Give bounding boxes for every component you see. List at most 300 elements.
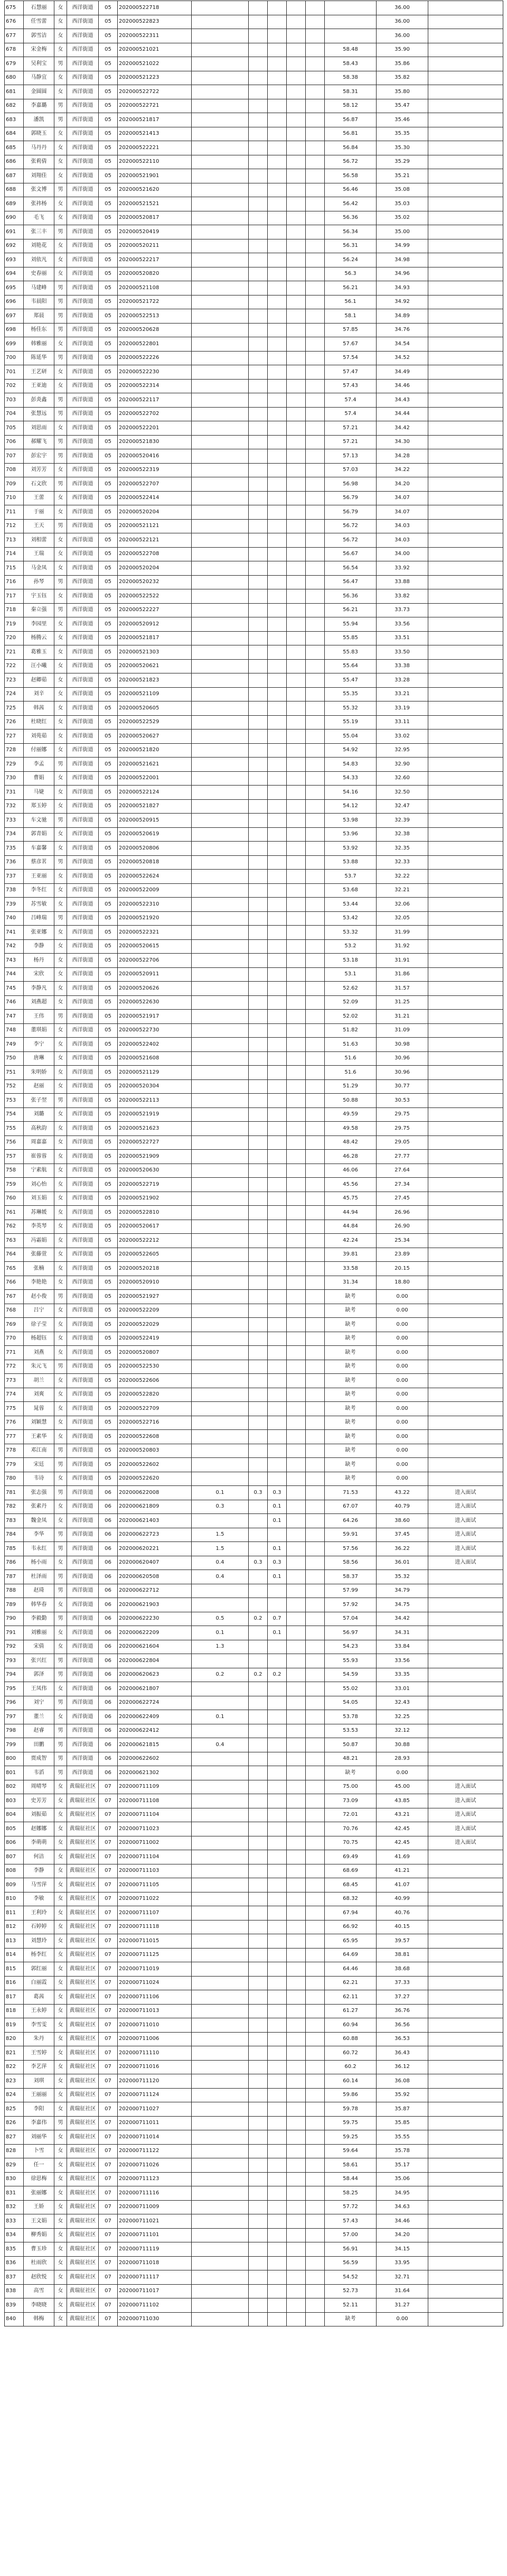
exam-id-cell: [192, 1262, 249, 1276]
s1-cell: [249, 1094, 268, 1108]
exam-id-cell: [192, 197, 249, 211]
name-cell: 王蕾: [24, 491, 54, 505]
code-cell: 05: [99, 1262, 118, 1276]
rank-score-cell: 0.00: [377, 1360, 428, 1374]
name-cell: 葛雅玉: [24, 645, 54, 660]
no-cell: 750: [5, 1051, 24, 1066]
s2-cell: [268, 1850, 287, 1864]
name-cell: 付丽娜: [24, 743, 54, 758]
s3-cell: [287, 603, 306, 617]
s3-cell: [287, 1948, 306, 1962]
s4-cell: [306, 687, 325, 701]
sex-cell: 女: [54, 155, 67, 169]
rank-score-cell: 30.53: [377, 1094, 428, 1108]
s2-cell: [268, 1178, 287, 1192]
rank-score-cell: 34.00: [377, 547, 428, 561]
seq-cell: 202000622712: [118, 1584, 192, 1598]
s4-cell: [306, 2088, 325, 2102]
note-cell: [428, 71, 503, 85]
no-cell: 789: [5, 1598, 24, 1612]
s3-cell: [287, 1794, 306, 1808]
sex-cell: 女: [54, 2088, 67, 2102]
note-cell: [428, 2046, 503, 2061]
s2-cell: [268, 1976, 287, 1990]
code-cell: 07: [99, 2312, 118, 2326]
name-cell: 车文驰: [24, 814, 54, 828]
unit-cell: 黄瑞征社区: [67, 1920, 99, 1934]
unit-cell: 黄瑞征社区: [67, 2018, 99, 2033]
unit-cell: 西洋街道: [67, 589, 99, 604]
table-row: [5, 1920, 503, 1934]
name-cell: 宋倩: [24, 1640, 54, 1654]
s2-cell: [268, 1122, 287, 1136]
s2-cell: [268, 1051, 287, 1066]
total-cell: [325, 29, 377, 43]
s3-cell: [287, 267, 306, 281]
table-row: [5, 127, 503, 141]
s2-cell: [268, 1444, 287, 1458]
rank-score-cell: 40.76: [377, 1906, 428, 1921]
seq-cell: 202000520628: [118, 323, 192, 337]
no-cell: 680: [5, 71, 24, 85]
table-row: [5, 57, 503, 71]
rank-score-cell: 35.35: [377, 127, 428, 141]
s3-cell: [287, 1626, 306, 1640]
table-row: [5, 1038, 503, 1052]
s4-cell: [306, 898, 325, 912]
no-cell: 781: [5, 1486, 24, 1500]
exam-id-cell: [192, 855, 249, 870]
total-cell: 51.29: [325, 1079, 377, 1094]
name-cell: 宋欣: [24, 967, 54, 982]
table-row: [5, 1318, 503, 1332]
seq-cell: 202000522402: [118, 1038, 192, 1052]
total-cell: 55.64: [325, 659, 377, 673]
s4-cell: [306, 2158, 325, 2173]
seq-cell: 202000711023: [118, 1822, 192, 1836]
s3-cell: [287, 2032, 306, 2046]
sex-cell: 女: [54, 1514, 67, 1528]
sex-cell: 男: [54, 323, 67, 337]
rank-score-cell: 34.93: [377, 281, 428, 296]
sex-cell: 女: [54, 1556, 67, 1570]
total-cell: 53.78: [325, 1710, 377, 1724]
rank-score-cell: 34.98: [377, 253, 428, 267]
name-cell: 刘依凡: [24, 253, 54, 267]
s4-cell: [306, 225, 325, 239]
table-row: [5, 2116, 503, 2130]
rank-score-cell: 30.88: [377, 1738, 428, 1752]
s4-cell: [306, 1822, 325, 1836]
s1-cell: [249, 2158, 268, 2173]
s4-cell: [306, 1206, 325, 1220]
s1-cell: [249, 2032, 268, 2046]
no-cell: 776: [5, 1416, 24, 1430]
code-cell: 05: [99, 701, 118, 716]
total-cell: 58.37: [325, 1570, 377, 1584]
s3-cell: [287, 1248, 306, 1262]
code-cell: 06: [99, 1486, 118, 1500]
s1-cell: [249, 2144, 268, 2158]
sex-cell: 女: [54, 2228, 67, 2242]
code-cell: 05: [99, 1178, 118, 1192]
exam-id-cell: [192, 1094, 249, 1108]
name-cell: 马丹丹: [24, 141, 54, 155]
s1-cell: [249, 799, 268, 814]
no-cell: 753: [5, 1094, 24, 1108]
no-cell: 748: [5, 1023, 24, 1038]
exam-id-cell: [192, 2004, 249, 2018]
table-row: [5, 827, 503, 842]
exam-id-cell: 1.5: [192, 1528, 249, 1542]
no-cell: 801: [5, 1766, 24, 1780]
total-cell: 缺考: [325, 1458, 377, 1472]
note-cell: [428, 1752, 503, 1766]
table-row: [5, 1107, 503, 1122]
note-cell: [428, 799, 503, 814]
s3-cell: [287, 898, 306, 912]
s1-cell: [249, 1178, 268, 1192]
rank-score-cell: 25.34: [377, 1234, 428, 1248]
s1-cell: [249, 43, 268, 57]
note-cell: [428, 575, 503, 589]
note-cell: [428, 911, 503, 926]
seq-cell: 202000711015: [118, 1934, 192, 1949]
s4-cell: [306, 1388, 325, 1402]
sex-cell: 女: [54, 2242, 67, 2257]
name-cell: 张三丰: [24, 225, 54, 239]
sex-cell: 女: [54, 1150, 67, 1164]
note-cell: [428, 1023, 503, 1038]
sex-cell: 女: [54, 2312, 67, 2326]
sex-cell: 男: [54, 407, 67, 421]
sex-cell: 男: [54, 1766, 67, 1780]
note-cell: [428, 603, 503, 617]
code-cell: 05: [99, 197, 118, 211]
s4-cell: [306, 1850, 325, 1864]
sex-cell: 女: [54, 71, 67, 85]
s4-cell: [306, 1290, 325, 1304]
sex-cell: 女: [54, 1878, 67, 1892]
name-cell: 郭青娟: [24, 827, 54, 842]
unit-cell: 西洋街道: [67, 477, 99, 492]
seq-cell: 202000522419: [118, 1332, 192, 1346]
s3-cell: [287, 939, 306, 954]
unit-cell: 西洋街道: [67, 883, 99, 898]
s1-cell: [249, 575, 268, 589]
s1-cell: [249, 758, 268, 772]
sex-cell: 女: [54, 421, 67, 436]
total-cell: 44.94: [325, 1206, 377, 1220]
total-cell: 53.92: [325, 842, 377, 856]
seq-cell: 202000520817: [118, 211, 192, 225]
rank-score-cell: 0.00: [377, 1472, 428, 1486]
s2-cell: [268, 1234, 287, 1248]
note-cell: [428, 169, 503, 183]
exam-id-cell: [192, 659, 249, 673]
no-cell: 830: [5, 2172, 24, 2186]
seq-cell: 202000522727: [118, 1135, 192, 1150]
s3-cell: [287, 1724, 306, 1738]
unit-cell: 黄瑞征社区: [67, 2312, 99, 2326]
note-cell: [428, 1976, 503, 1990]
note-cell: 进入面试: [428, 1542, 503, 1556]
name-cell: 潘凯: [24, 113, 54, 127]
no-cell: 794: [5, 1668, 24, 1682]
code-cell: 07: [99, 2004, 118, 2018]
note-cell: [428, 1584, 503, 1598]
unit-cell: 西洋街道: [67, 1206, 99, 1220]
table-row: [5, 2200, 503, 2214]
unit-cell: 黄瑞征社区: [67, 2032, 99, 2046]
rank-score-cell: 30.77: [377, 1079, 428, 1094]
note-cell: [428, 1878, 503, 1892]
rank-score-cell: 0.00: [377, 1290, 428, 1304]
unit-cell: 西洋街道: [67, 1668, 99, 1682]
total-cell: 56.97: [325, 1626, 377, 1640]
exam-id-cell: [192, 926, 249, 940]
code-cell: 05: [99, 771, 118, 786]
sex-cell: 女: [54, 743, 67, 758]
s4-cell: [306, 1107, 325, 1122]
total-cell: 57.21: [325, 421, 377, 436]
seq-cell: 202000521817: [118, 113, 192, 127]
s4-cell: [306, 1808, 325, 1822]
sex-cell: 女: [54, 533, 67, 548]
sex-cell: 女: [54, 673, 67, 688]
name-cell: 朱明娇: [24, 1066, 54, 1080]
total-cell: 56.72: [325, 155, 377, 169]
note-cell: [428, 43, 503, 57]
no-cell: 715: [5, 561, 24, 576]
s1-cell: 0.2: [249, 1612, 268, 1626]
seq-cell: 202000711106: [118, 1990, 192, 2005]
s4-cell: [306, 57, 325, 71]
code-cell: 05: [99, 337, 118, 352]
note-cell: [428, 827, 503, 842]
table-row: [5, 575, 503, 589]
total-cell: 55.94: [325, 617, 377, 632]
table-row: [5, 561, 503, 576]
code-cell: 05: [99, 547, 118, 561]
s2-cell: [268, 673, 287, 688]
table-row: [5, 1430, 503, 1444]
s2-cell: [268, 2214, 287, 2229]
code-cell: 05: [99, 1122, 118, 1136]
code-cell: 05: [99, 758, 118, 772]
s4-cell: [306, 2270, 325, 2285]
sex-cell: 男: [54, 814, 67, 828]
s2-cell: [268, 2242, 287, 2257]
s3-cell: [287, 99, 306, 113]
seq-cell: 202000520617: [118, 1220, 192, 1234]
total-cell: 51.6: [325, 1066, 377, 1080]
note-cell: [428, 967, 503, 982]
no-cell: 679: [5, 57, 24, 71]
note-cell: [428, 407, 503, 421]
rank-score-cell: 35.87: [377, 2102, 428, 2117]
s2-cell: [268, 2074, 287, 2089]
exam-id-cell: [192, 127, 249, 141]
seq-cell: 202000711018: [118, 2256, 192, 2270]
rank-score-cell: 33.56: [377, 617, 428, 632]
s1-cell: [249, 1206, 268, 1220]
sex-cell: 女: [54, 1023, 67, 1038]
table-row: [5, 421, 503, 436]
s2-cell: [268, 2046, 287, 2061]
s1-cell: [249, 2172, 268, 2186]
code-cell: 06: [99, 1752, 118, 1766]
rank-score-cell: 0.00: [377, 1430, 428, 1444]
code-cell: 05: [99, 842, 118, 856]
sex-cell: 女: [54, 491, 67, 505]
seq-cell: 202000522719: [118, 1178, 192, 1192]
s3-cell: [287, 1318, 306, 1332]
unit-cell: 西洋街道: [67, 1038, 99, 1052]
code-cell: 05: [99, 1346, 118, 1360]
seq-cell: 202000520803: [118, 1444, 192, 1458]
s4-cell: [306, 1878, 325, 1892]
name-cell: 周嘉嘉: [24, 1135, 54, 1150]
no-cell: 724: [5, 687, 24, 701]
no-cell: 678: [5, 43, 24, 57]
s2-cell: [268, 2004, 287, 2018]
seq-cell: 202000521108: [118, 281, 192, 296]
exam-id-cell: [192, 99, 249, 113]
s4-cell: [306, 2228, 325, 2242]
no-cell: 718: [5, 603, 24, 617]
name-cell: 赵丽: [24, 1079, 54, 1094]
s4-cell: [306, 2004, 325, 2018]
note-cell: [428, 673, 503, 688]
s3-cell: [287, 1542, 306, 1556]
unit-cell: 西洋街道: [67, 939, 99, 954]
s1-cell: [249, 786, 268, 800]
s3-cell: [287, 1332, 306, 1346]
unit-cell: 西洋街道: [67, 1640, 99, 1654]
code-cell: 05: [99, 267, 118, 281]
code-cell: 05: [99, 799, 118, 814]
no-cell: 751: [5, 1066, 24, 1080]
s2-cell: [268, 967, 287, 982]
seq-cell: 202000522722: [118, 85, 192, 99]
seq-cell: 202000522730: [118, 1023, 192, 1038]
seq-cell: 202000522230: [118, 365, 192, 380]
rank-score-cell: 0.00: [377, 1444, 428, 1458]
rank-score-cell: 36.56: [377, 2018, 428, 2033]
s1-cell: [249, 351, 268, 365]
code-cell: 05: [99, 743, 118, 758]
total-cell: 56.21: [325, 281, 377, 296]
note-cell: [428, 1724, 503, 1738]
unit-cell: 黄瑞征社区: [67, 2228, 99, 2242]
table-row: [5, 2088, 503, 2102]
name-cell: 刘思雨: [24, 421, 54, 436]
s1-cell: [249, 1346, 268, 1360]
s1-cell: [249, 1822, 268, 1836]
s2-cell: [268, 15, 287, 29]
s1-cell: [249, 1682, 268, 1696]
table-row: [5, 673, 503, 688]
total-cell: 56.98: [325, 477, 377, 492]
exam-id-cell: [192, 1934, 249, 1949]
seq-cell: 202000621809: [118, 1500, 192, 1514]
no-cell: 828: [5, 2144, 24, 2158]
name-cell: 马雪萍: [24, 1878, 54, 1892]
s4-cell: [306, 1948, 325, 1962]
s4-cell: [306, 1584, 325, 1598]
total-cell: 缺考: [325, 1304, 377, 1318]
name-cell: 卜雪: [24, 2144, 54, 2158]
s2-cell: [268, 477, 287, 492]
sex-cell: 男: [54, 351, 67, 365]
name-cell: 赵卿茹: [24, 673, 54, 688]
unit-cell: 西洋街道: [67, 1220, 99, 1234]
rank-score-cell: 32.22: [377, 870, 428, 884]
note-cell: 进入面试: [428, 1794, 503, 1808]
rank-score-cell: 39.57: [377, 1934, 428, 1949]
table-row: [5, 1079, 503, 1094]
s1-cell: [249, 309, 268, 324]
note-cell: [428, 1850, 503, 1864]
s4-cell: [306, 589, 325, 604]
rank-score-cell: 34.75: [377, 1598, 428, 1612]
table-row: [5, 1135, 503, 1150]
s2-cell: 0.7: [268, 1612, 287, 1626]
sex-cell: 女: [54, 1135, 67, 1150]
table-row: [5, 1486, 503, 1500]
total-cell: 59.64: [325, 2144, 377, 2158]
table-row: [5, 603, 503, 617]
name-cell: 王伟: [24, 1010, 54, 1024]
no-cell: 838: [5, 2284, 24, 2298]
total-cell: 70.76: [325, 1822, 377, 1836]
table-row: [5, 687, 503, 701]
code-cell: 07: [99, 1934, 118, 1949]
total-cell: 53.1: [325, 967, 377, 982]
no-cell: 812: [5, 1920, 24, 1934]
total-cell: 42.24: [325, 1234, 377, 1248]
s3-cell: [287, 113, 306, 127]
code-cell: 05: [99, 1079, 118, 1094]
note-cell: [428, 1038, 503, 1052]
code-cell: 06: [99, 1724, 118, 1738]
s3-cell: [287, 715, 306, 730]
total-cell: 58.12: [325, 99, 377, 113]
unit-cell: 西洋街道: [67, 701, 99, 716]
note-cell: [428, 982, 503, 996]
total-cell: 56.42: [325, 197, 377, 211]
code-cell: 05: [99, 1402, 118, 1416]
table-row: [5, 1528, 503, 1542]
rank-score-cell: 35.85: [377, 2116, 428, 2130]
code-cell: 05: [99, 1458, 118, 1472]
rank-score-cell: 38.60: [377, 1514, 428, 1528]
s4-cell: [306, 1135, 325, 1150]
s1-cell: [249, 393, 268, 408]
seq-cell: 202000711016: [118, 2060, 192, 2074]
s1-cell: [249, 645, 268, 660]
sex-cell: 女: [54, 2018, 67, 2033]
sex-cell: 男: [54, 99, 67, 113]
s1-cell: [249, 1934, 268, 1949]
total-cell: 64.69: [325, 1948, 377, 1962]
unit-cell: 西洋街道: [67, 1654, 99, 1668]
unit-cell: 西洋街道: [67, 1135, 99, 1150]
sex-cell: 男: [54, 1668, 67, 1682]
total-cell: 53.2: [325, 939, 377, 954]
code-cell: 05: [99, 1023, 118, 1038]
